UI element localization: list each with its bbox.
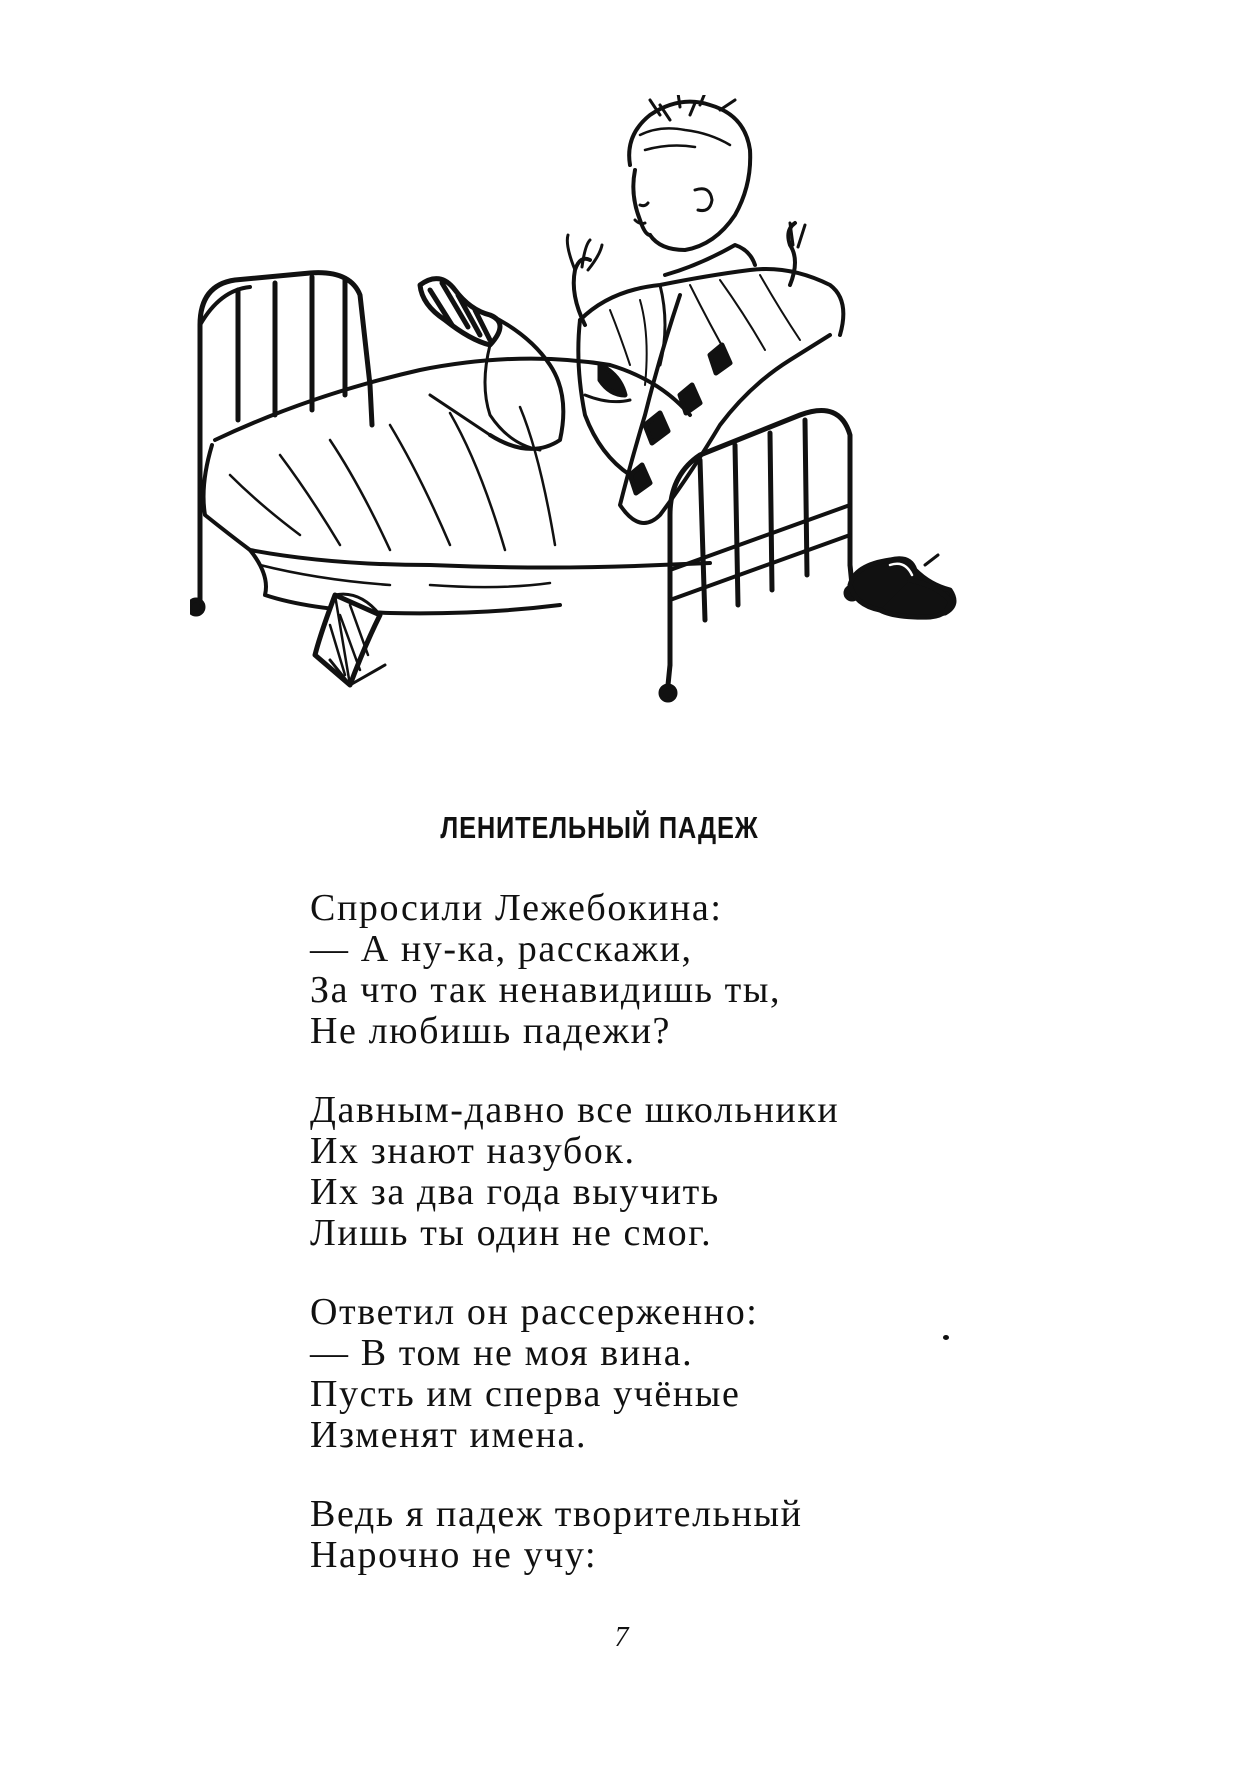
poem-body [310,888,1010,1614]
poem-line: Лишь ты один не смог. [310,1212,713,1254]
poem-line: Спросили Лежебокина: [310,887,723,929]
poem-line: Пусть им сперва учёные [310,1373,741,1415]
ink-speck [943,1335,949,1340]
poem-line: — В том не моя вина. [310,1332,694,1374]
page-number: 7 [614,1622,629,1653]
poem-line: Изменят имена. [310,1414,588,1456]
poem-line: Их за два года выучить [310,1171,720,1213]
poem-line: Ответил он рассерженно: [310,1291,759,1333]
boy-on-iron-bed-illustration [190,95,1070,735]
poem-line: — А ну-ка, расскажи, [310,928,693,970]
poem-line: Не любишь падежи? [310,1010,671,1052]
stanza [310,1292,1010,1456]
poem-title: ЛЕНИТЕЛЬНЫЙ ПАДЕЖ [440,810,759,845]
stanza [310,1090,1010,1254]
stanza [310,888,1010,1052]
poem-line: За что так ненавидишь ты, [310,969,782,1011]
stanza [310,1494,1010,1576]
poem-line: Их знают назубок. [310,1130,636,1172]
poem-line: Давным-давно все школьники [310,1089,840,1131]
poem-line: Нарочно не учу: [310,1534,598,1576]
poem-line: Ведь я падеж творительный [310,1493,803,1535]
